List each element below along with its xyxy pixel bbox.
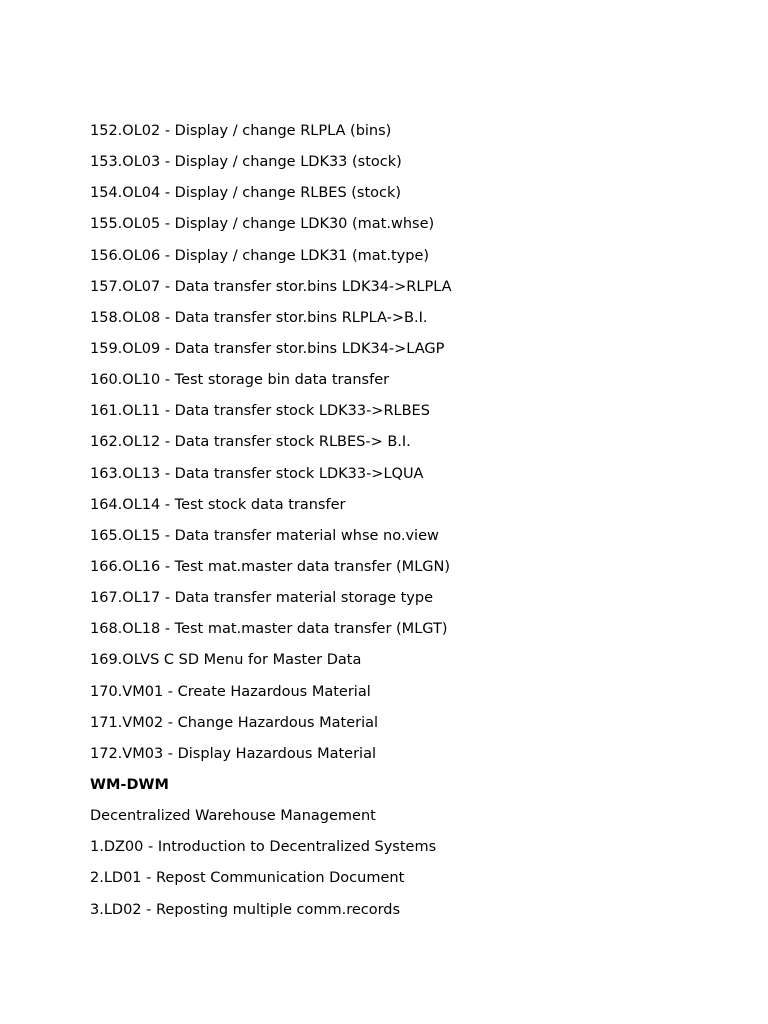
list-item: 160.OL10 - Test storage bin data transfer: [90, 372, 390, 389]
list-item: 162.OL12 - Data transfer stock RLBES-> B.I.: [90, 434, 411, 451]
list-item: 154.OL04 - Display / change RLBES (stock): [90, 185, 402, 202]
list-item: 169.OLVS C SD Menu for Master Data: [90, 652, 362, 669]
list-item: 170.VM01 - Create Hazardous Material: [90, 683, 371, 700]
list-item: 156.OL06 - Display / change LDK31 (mat.type): [90, 247, 430, 264]
list-item: 163.OL13 - Data transfer stock LDK33->LQUA: [90, 465, 424, 482]
list-item: 153.OL03 - Display / change LDK33 (stock): [90, 154, 402, 171]
list-item: 158.OL08 - Data transfer stor.bins RLPLA->B.I.: [90, 309, 428, 326]
section-heading: WM-DWM: [90, 776, 169, 793]
list-item: 1.DZ00 - Introduction to Decentralized Systems: [90, 839, 437, 856]
list-item: 164.OL14 - Test stock data transfer: [90, 496, 346, 513]
list-item: 166.OL16 - Test mat.master data transfer (MLGN): [90, 558, 451, 575]
list-item: 171.VM02 - Change Hazardous Material: [90, 714, 379, 731]
list-item: 165.OL15 - Data transfer material whse no.view: [90, 527, 439, 544]
list-item: 2.LD01 - Repost Communication Document: [90, 870, 405, 887]
list-item: 172.VM03 - Display Hazardous Material: [90, 745, 376, 762]
list-item: 167.OL17 - Data transfer material storage type: [90, 590, 433, 607]
list-item: 168.OL18 - Test mat.master data transfer (MLGT): [90, 621, 448, 638]
list-item: 161.OL11 - Data transfer stock LDK33->RLBES: [90, 403, 430, 420]
section-description: Decentralized Warehouse Management: [90, 808, 376, 825]
list-item: 157.OL07 - Data transfer stor.bins LDK34->RLPLA: [90, 278, 452, 295]
list-item: 152.OL02 - Display / change RLPLA (bins): [90, 123, 392, 139]
list-item: 3.LD02 - Reposting multiple comm.records: [90, 901, 401, 918]
list-item: 159.OL09 - Data transfer stor.bins LDK34->LAGP: [90, 340, 445, 357]
list-item: 155.OL05 - Display / change LDK30 (mat.whse): [90, 216, 435, 233]
document-body: [90, 121, 730, 931]
